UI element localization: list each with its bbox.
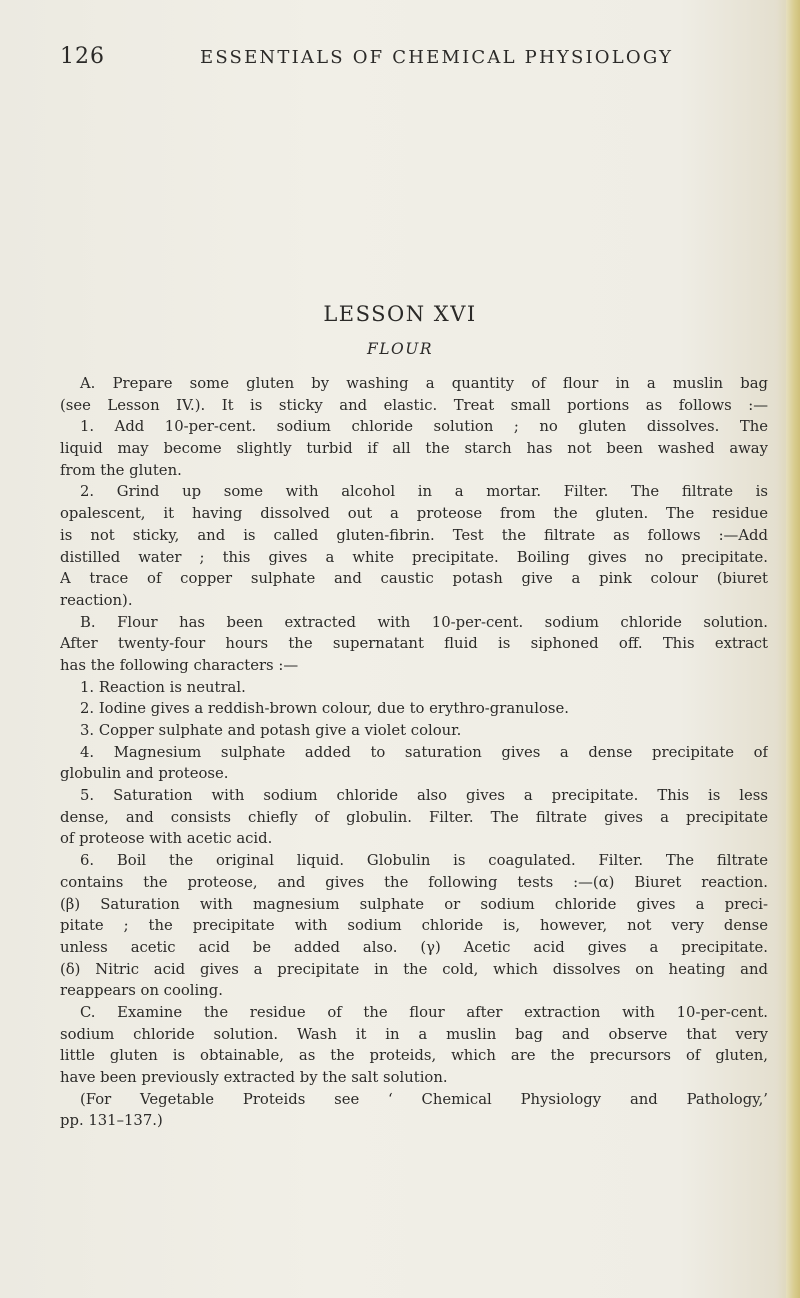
text-line: of proteose with acetic acid. <box>60 830 273 848</box>
text-line: After twenty-four hours the supernatant fluid is siphoned off. This extract <box>60 635 768 653</box>
running-header <box>60 44 760 74</box>
text-line: contains the proteose, and gives the following tests :—(α) Biuret reaction. <box>60 873 768 891</box>
text-line: (see Lesson IV.). It is sticky and elastic. Treat small portions as follows :— <box>60 396 768 414</box>
text-line: opalescent, it having dissolved out a proteose from the gluten. The residue <box>60 505 768 523</box>
lesson-subtitle: FLOUR <box>367 340 433 358</box>
text-line: (δ) Nitric acid gives a precipitate in the cold, which dissolves on heating and <box>60 960 768 978</box>
text-line: pp. 131–137.) <box>60 1112 163 1130</box>
text-line: 1. Add 10-per-cent. sodium chloride solution ; no gluten dissolves. The <box>80 418 768 436</box>
text-line: little gluten is obtainable, as the proteids, which are the precursors of gluten, <box>60 1047 768 1065</box>
text-line: A. Prepare some gluten by washing a quantity of flour in a muslin bag <box>80 375 768 392</box>
text-line: 4. Magnesium sulphate added to saturation gives a dense precipitate of <box>80 743 768 761</box>
text-line: 1. Reaction is neutral. <box>80 678 246 696</box>
text-line: 2. Grind up some with alcohol in a mortar. Filter. The filtrate is <box>80 483 768 501</box>
text-line: reappears on cooling. <box>60 982 223 1000</box>
text-line: pitate ; the precipitate with sodium chloride is, however, not very dense <box>60 917 768 935</box>
text-line: unless acetic acid be added also. (γ) Acetic acid gives a precipitate. <box>60 938 768 956</box>
text-line: (β) Saturation with magnesium sulphate or sodium chloride gives a preci- <box>60 895 768 913</box>
text-line: C. Examine the residue of the flour after extraction with 10-per-cent. <box>80 1003 768 1021</box>
page-number: 126 <box>60 44 105 69</box>
text-line: is not sticky, and is called gluten-fibrin. Test the filtrate as follows :—Add <box>60 526 768 544</box>
text-line: B. Flour has been extracted with 10-per-cent. sodium chloride solution. <box>80 613 768 631</box>
text-line: (For Vegetable Proteids see ‘ Chemical Physiology and Pathology,’ <box>80 1090 768 1108</box>
text-line: from the gluten. <box>60 461 182 479</box>
running-title: ESSENTIALS OF CHEMICAL PHYSIOLOGY <box>200 47 674 68</box>
text-line: sodium chloride solution. Wash it in a muslin bag and observe that very <box>60 1025 768 1043</box>
text-line: 3. Copper sulphate and potash give a violet colour. <box>80 722 462 739</box>
text-line: dense, and consists chiefly of globulin. Filter. The filtrate gives a precipitate <box>60 808 768 826</box>
text-line: has the following characters :— <box>60 656 299 674</box>
text-line: have been previously extracted by the salt solution. <box>60 1069 448 1086</box>
text-line: distilled water ; this gives a white precipitate. Boiling gives no precipitate. <box>60 548 768 566</box>
lesson-title: LESSON XVI <box>323 302 477 326</box>
text-line: reaction). <box>60 591 133 609</box>
text-line: 5. Saturation with sodium chloride also gives a precipitate. This is less <box>80 787 768 805</box>
text-line: 2. Iodine gives a reddish-brown colour, due to erythro-granulose. <box>80 700 569 718</box>
body-text <box>60 373 768 1132</box>
text-line: A trace of copper sulphate and caustic potash give a pink colour (biuret <box>60 570 768 588</box>
text-line: liquid may become slightly turbid if all the starch has not been washed away <box>60 440 768 458</box>
text-line: globulin and proteose. <box>60 765 229 783</box>
text-line: 6. Boil the original liquid. Globulin is coagulated. Filter. The filtrate <box>80 852 768 870</box>
page-edge <box>786 0 800 1298</box>
